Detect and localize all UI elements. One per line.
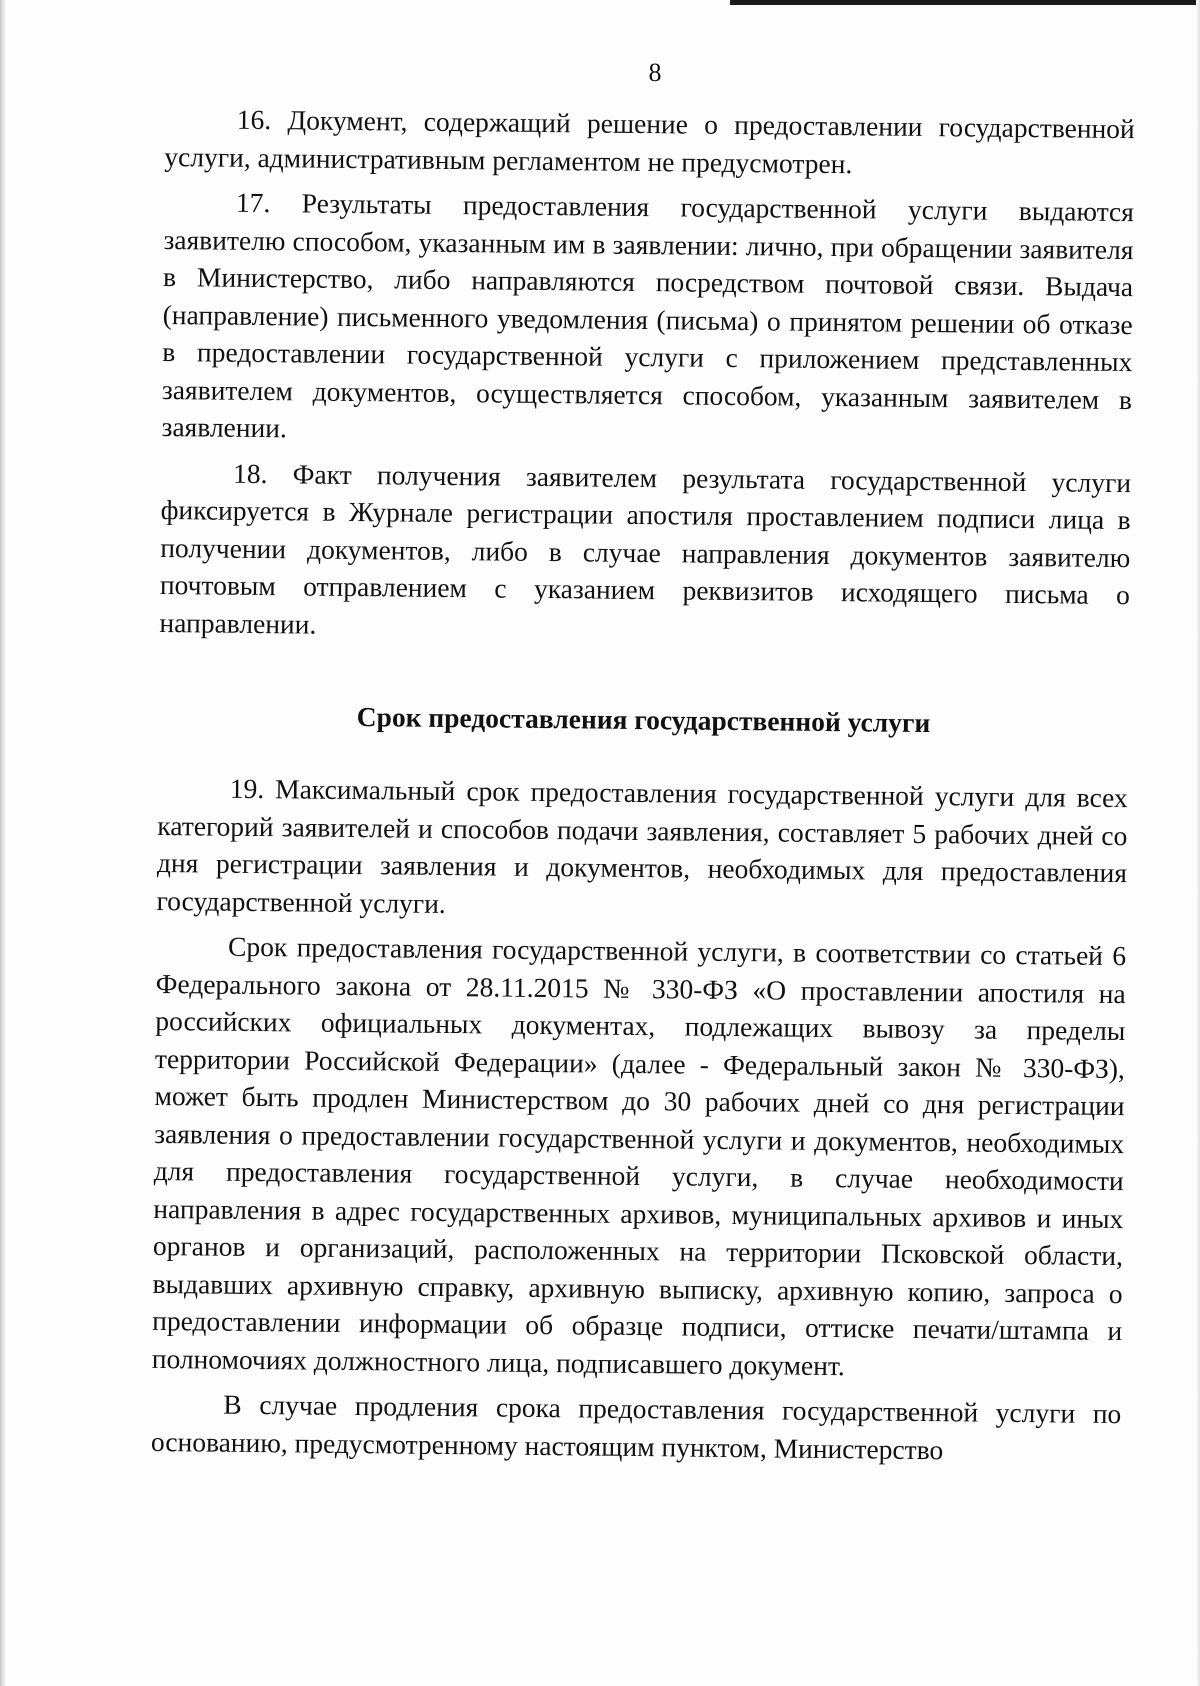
document-body	[151, 100, 1135, 1478]
paragraph-18: 18. Факт получения заявителем результата государственной услуги фиксируется в Журнале регистрации апостиля проставлением подписи лица в получении документов, либо в случае направления документов заявителю почтовым отправлением с указанием реквизитов исходящего письма о направлении.	[159, 457, 1132, 640]
paragraph-19: 19. Максимальный срок предоставления государственной услуги для всех категорий заявителей и способов подачи заявления, составляет 5 рабочих дней со дня регистрации заявления и документов, необходимых для предоставления государственной услуги.	[156, 772, 1128, 919]
scan-edge-right	[1196, 0, 1200, 1686]
paragraph-19-extension: Срок предоставления государственной услуги, в соответствии со статьей 6 Федерального закона от 28.11.2015 № 330-ФЗ «О проставлении апостиля на российских официальных документах, подлежащих вывозу за пределы территории Российской Федерации» (далее - Федеральный закон № 330-ФЗ), может быть продлен Министерством до 30 рабочих дней со дня регистрации заявления о предоставлении государственной услуги и документов, необходимых для предоставления государственной услуги, в случае необходимости направления в адрес государственных архивов, муниципальных архивов и иных органов и организаций, расположенных на территории Псковской области, выдавших архивную справку, архивную выписку, архивную копию, запроса о предоставлении информации об образце подписи, оттиске печати/штампа и полномочиях должностного лица, подписавшего документ.	[151, 930, 1127, 1381]
scan-edge-top	[730, 0, 1200, 5]
page-number: 8	[648, 58, 662, 87]
paragraph-17: 17. Результаты предоставления государственной услуги выдаются заявителю способом, указанным им в заявлении: лично, при обращении заявителя в Министерство, либо направляются посредством почтовой связи. Выдача (направление) письменного уведомления (письма) о принятом решении об отказе в предоставлении государственной услуги с приложением представленных заявителем документов, осуществляется способом, указанным заявителем в заявлении.	[161, 186, 1135, 444]
paragraph-16: 16. Документ, содержащий решение о предоставлении государственной услуги, административным регламентом не предусмотрен.	[164, 103, 1135, 179]
section-heading: Срок предоставления государственной услуги	[356, 701, 931, 739]
scan-edge-left	[0, 0, 7, 1686]
paragraph-19-continuation: В случае продления срока предоставления государственной услуги по основанию, предусмотренному настоящим пунктом, Министерство	[150, 1388, 1122, 1465]
